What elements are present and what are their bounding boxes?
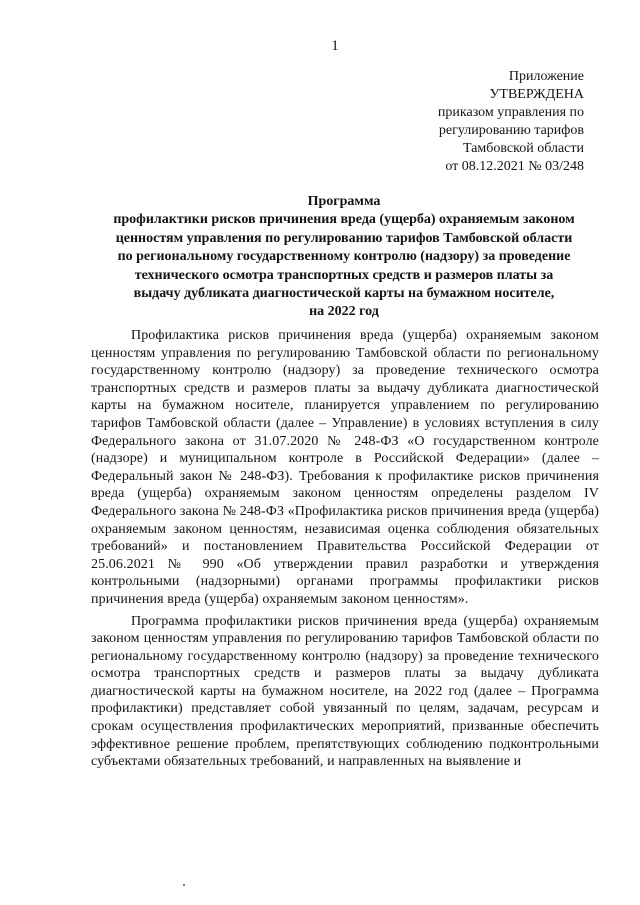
document-title: [70, 193, 618, 322]
body-paragraph: Профилактика рисков причинения вреда (ущерба) охраняемым законом ценностям управления по регулированию Тамбовской области по региональному государственному контролю (надзору) за проведение технического осмотра транспортных средств и размеров платы за выдачу дубликата диагностической карты на бумажном носителе, планируется управлением по регулированию тарифов Тамбовской области (далее – Управление) в условиях вступления в силу Федерального закона от 31.07.2020 № 248-ФЗ «О государственном контроле (надзоре) и муниципальном контроле в Российской Федерации» (далее – Федеральный закон № 248-ФЗ). Требования к профилактике рисков причинения вреда (ущерба) охраняемым законом ценностям определены разделом IV Федерального закона № 248-ФЗ «Профилактика рисков причинения вреда (ущерба) охраняемым законом ценностям, независимая оценка соблюдения обязательных требований» и постановлением Правительства Российской Федерации от 25.06.2021 № 990 «Об утверждении правил разработки и утверждения контрольными (надзорными) органами программы профилактики рисков причинения вреда (ущерба) охраняемым законом ценностям».: [91, 328, 599, 607]
approval-line: Тамбовской области: [462, 141, 584, 156]
body-paragraph: Программа профилактики рисков причинения вреда (ущерба) охраняемым законом ценностям управления по регулированию тарифов Тамбовской области по региональному государственному контролю (надзору) за проведение технического осмотра транспортных средств и размеров платы за выдачу дубликата диагностической карты на бумажном носителе, на 2022 год (далее – Программа профилактики) представляет собой увязанный по целям, задачам, ресурсам и срокам осуществления профилактических мероприятий, призванные обеспечить эффективное решение проблем, препятствующих соблюдению подконтрольными субъектами обязательных требований, и направленных на выявление и: [91, 613, 599, 770]
title-line: технического осмотра транспортных средств и размеров платы за: [134, 267, 554, 283]
approval-line: УТВЕРЖДЕНА: [489, 87, 584, 102]
title-line: Программа: [307, 194, 381, 209]
approval-block: [438, 68, 584, 176]
title-line: по региональному государственному контролю (надзору) за проведение: [117, 249, 571, 265]
title-line: ценностям управления по регулированию тарифов Тамбовской области: [115, 230, 573, 246]
approval-line: от 08.12.2021 № 03/248: [445, 159, 584, 174]
scan-speck: [183, 884, 185, 886]
approval-line: регулированию тарифов: [438, 123, 584, 138]
approval-line: приказом управления по: [437, 105, 584, 120]
page-number: 1: [331, 38, 339, 54]
approval-line: Приложение: [508, 69, 584, 84]
title-line: на 2022 год: [309, 304, 379, 320]
title-line: профилактики рисков причинения вреда (ущерба) охраняемым законом: [113, 212, 575, 228]
title-line: выдачу дубликата диагностической карты на бумажном носителе,: [133, 286, 555, 302]
document-body: [91, 327, 599, 771]
